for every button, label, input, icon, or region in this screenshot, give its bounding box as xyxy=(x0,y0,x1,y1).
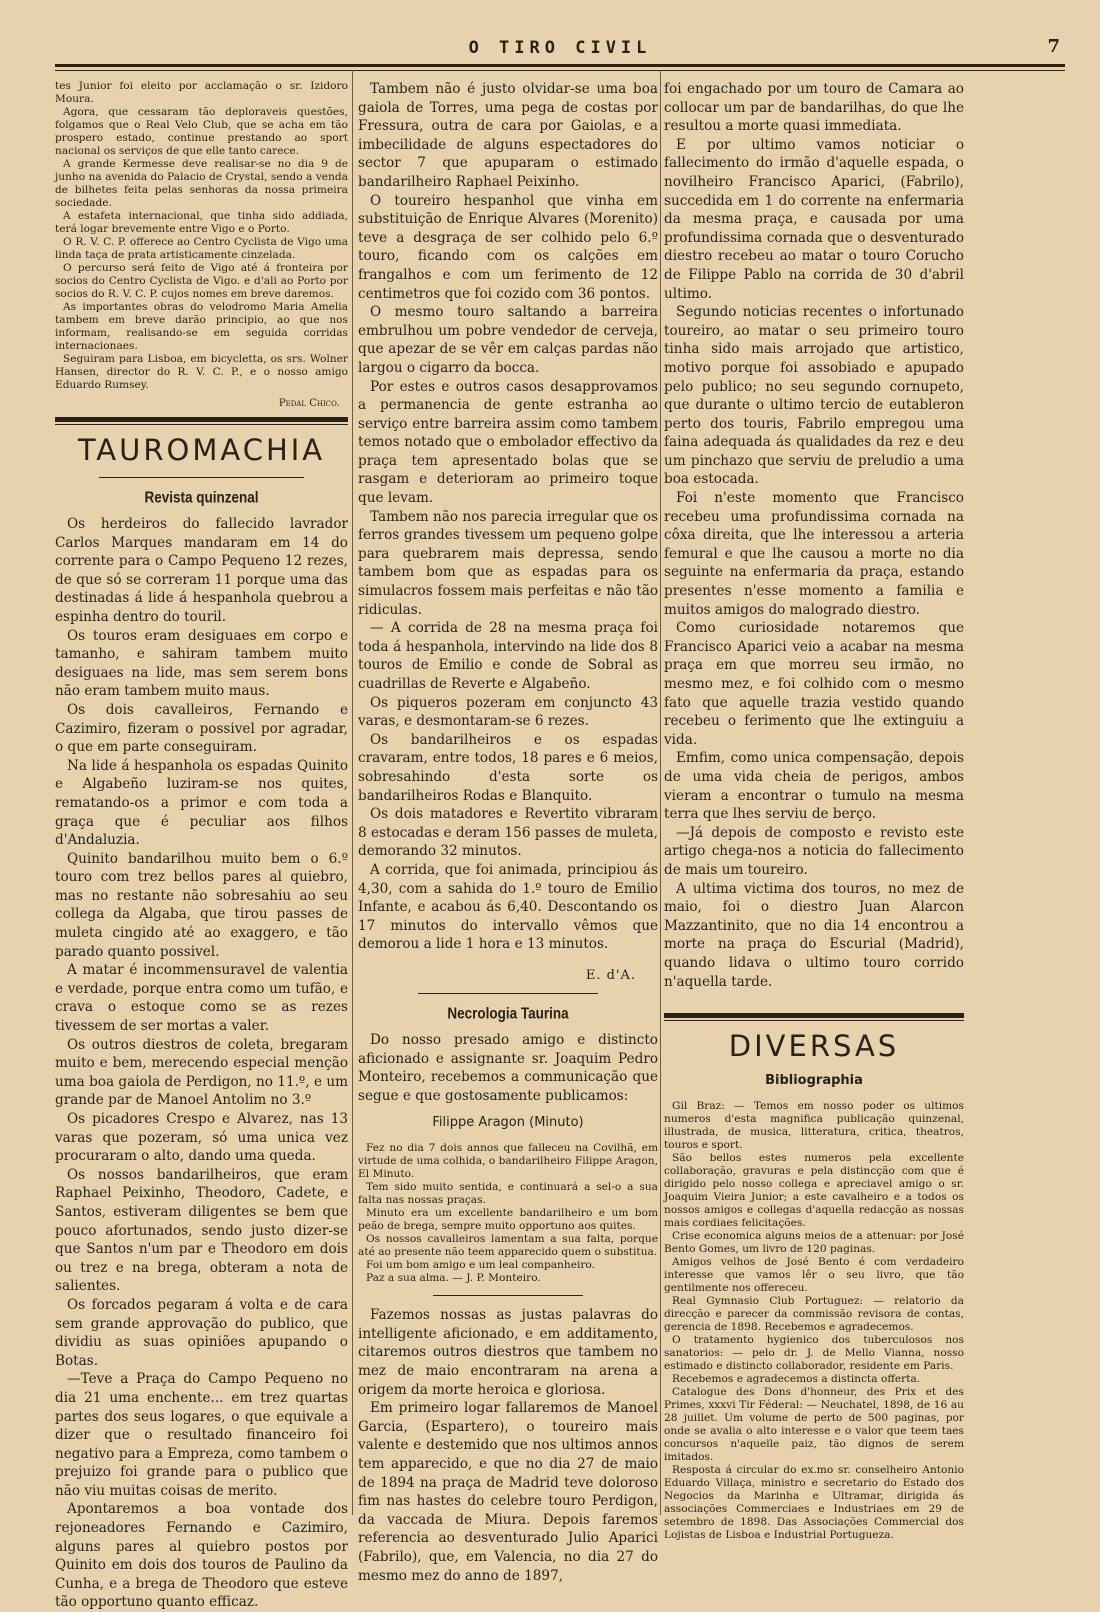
paragraph: Por estes e outros casos desapprovamos a permanencia de gente estranha ao serviço entre barreira assim como tambem temos notado que o embolador effectivo da praça tem apresentado bolas que se rasgam e deterioram ao primeiro toque que levam. xyxy=(358,378,658,507)
paragraph: Os piqueros pozeram em conjuncto 43 varas, e desmontaram-se 6 rezes. xyxy=(358,694,658,730)
paragraph: —Teve a Praça do Campo Pequeno no dia 21 uma enchente... em trez quartas partes dos seus logares, o que equivale a dizer que o resultado financeiro foi negativo para a Empreza, como tambem o prejuizo foi grande para o publico que não viu muitas coisas de merito. xyxy=(55,1371,348,1499)
paragraph: Foi um bom amigo e um leal companheiro. xyxy=(366,1259,595,1272)
paragraph: Na lide á hespanhola os espadas Quinito e Algabeño luziram-se nos quites, rematando-os a primor e com toda a graça que é peculiar aos filhos d'Andaluzia. xyxy=(55,757,348,849)
paragraph: Os dois cavalleiros, Fernando e Cazimiro, fizeram o possivel por agradar, o que em parte conseguiram. xyxy=(55,701,348,756)
divider xyxy=(99,477,304,478)
section-rule xyxy=(55,417,348,422)
paragraph: A grande Kermesse deve realisar-se no dia 9 de junho na avenida do Palacio de Crystal, sendo a venda de bilhetes feita pelas senhoras da nossa primeira sociedade. xyxy=(55,158,348,209)
column-1 xyxy=(55,80,348,1611)
paragraph: Recebemos e agradecemos a distincta offerta. xyxy=(672,1373,921,1386)
paragraph: Agora, que cessaram tão deploraveis questões, folgamos que o Real Velo Club, que se acha em tão prospero estado, continue prestando ao sport nacional os serviços de que elle tanto carece. xyxy=(55,106,348,157)
section-rule-thin xyxy=(55,424,348,425)
subheading: Revista quinzenal xyxy=(144,488,259,507)
paragraph: Emfim, como unica compensação, depois de uma vida cheia de perigos, ambos vieram a encontrar o tumulo na mesma terra que lhes serviu de berço. xyxy=(664,750,964,823)
column-3 xyxy=(664,80,964,1542)
paragraph: Real Gymnasio Club Portuguez: — relatorio da direcção e parecer da commissão revisora de contas, gerencia de 1898. Recebemos e agradecemos. xyxy=(664,1295,964,1334)
paragraph: A matar é incommensuravel de valentia e verdade, porque entra como um tufão, e crava o estoque como se as rezes tivessem de ser mortas a valer. xyxy=(55,962,348,1035)
column-2 xyxy=(358,80,658,1584)
page-number: 7 xyxy=(1047,36,1060,57)
paragraph: Os picadores Crespo e Alvarez, nas 13 varas que pozeram, só uma unica vez procuraram o alto, dando uma queda. xyxy=(55,1111,348,1165)
paragraph: A ultima victima dos touros, no mez de maio, foi o diestro Juan Alarcon Mazzantinito, que no dia 14 encontrou a morte na praça do Escurial (Madrid), quando lidava o ultimo touro corrido n'aquella tarde. xyxy=(664,880,964,990)
paragraph: Tambem não é justo olvidar-se uma boa gaiola de Torres, uma pega de costas por Fressura, outra de cara por Gaiolas, e a imbecilidade de alguns espectadores do sector 7 que apuparam o estimado bandarilheiro Raphael Peixinho. xyxy=(358,81,658,190)
paragraph: Minuto era um excellente bandarilheiro e um bom peão de brega, sempre muito opportuno aos quites. xyxy=(358,1207,658,1233)
paragraph: Catalogue des Dons d'honneur, des Prix et des Primes, xxxvi Tir Féderal: — Neuchatel, 1898, de 16 au 28 juillet. Um volume de perto de 500 paginas, por onde se avalia o alto interesse e o valor que teem taes concursos n'aquelle paiz, tão dignos de serem imitados. xyxy=(664,1386,964,1464)
paragraph: Os herdeiros do fallecido lavrador Carlos Marques mandaram em 14 do corrente para o Campo Pequeno 12 rezes, de que só se correram 11 porque uma das destinadas á lide á hespanhola quebrou a espinha dentro do touril. xyxy=(55,516,348,625)
signature: E. d'A. xyxy=(585,967,636,983)
sport-news xyxy=(55,80,348,409)
column-divider xyxy=(660,70,661,1515)
paragraph: Fez no dia 7 dois annos que falleceu na Covilhã, em virtude de uma colhida, o bandarilheiro Filippe Aragon, El Minuto. xyxy=(358,1142,658,1181)
divider xyxy=(433,1295,583,1296)
subheading: Necrologia Taurina xyxy=(447,1004,569,1023)
divider xyxy=(418,993,598,994)
paragraph: Paz a sua alma. — J. P. Monteiro. xyxy=(366,1272,541,1285)
paragraph: Os nossos bandarilheiros, que eram Raphael Peixinho, Theodoro, Cadete, e Santos, estiveram diligentes se bem que pouco afortunados, sendo justo dizer-se que Santos n'um par e Theodoro em dois ou trez e na brega, obteram a nota de salientes. xyxy=(55,1166,348,1295)
paragraph: As importantes obras do velodromo Maria Amelia tambem em breve darão principio, ao que nos informam, realisando-se em seguida corridas internacionaes. xyxy=(55,301,348,352)
paragraph: Resposta á circular do ex.mo sr. conselheiro Antonio Eduardo Villaça, ministro e secretario do Estado dos Negocios da Marinha e Ultramar, dirigida ás associações Commerciaes e Industriaes em 29 de setembro de 1898. Das Associações Commercial dos Lojistas de Lisboa e Industrial Portugueza. xyxy=(664,1464,964,1542)
paragraph: Apontaremos a boa vontade dos rejoneadores Fernando e Cazimiro, alguns pares al quiebro postos por Quinito em dois dos touros de Paulino da Cunha, e a brega de Theodoro que esteve tão opportuno quanto efficaz. xyxy=(55,1501,348,1611)
paragraph: E por ultimo vamos noticiar o fallecimento do irmão d'aquelle espada, o novilheiro Francisco Aparici, (Fabrilo), succedida em 1 do corrente na enfermaria da mesma praça, e causada por uma profundissima cornada que o desventurado diestro recebeu ao matar o touro Corucho de Filippe Pablo na corrida de 30 d'abril ultimo. xyxy=(664,136,964,302)
section-title: TAUROMACHIA xyxy=(77,433,326,467)
paragraph: —Já depois de composto e revisto este artigo chega-nos a noticia do fallecimento de mais um toureiro. xyxy=(664,824,964,878)
paragraph: Seguiram para Lisboa, em bicycletta, os srs. Wolner Hansen, director do R. V. C. P., e o nosso amigo Eduardo Rumsey. xyxy=(55,353,348,391)
paragraph: foi engachado por um touro de Camara ao collocar um par de bandarilhas, do que lhe resultou a morte quasi immediata. xyxy=(664,81,964,135)
paragraph: Os bandarilheiros e os espadas cravaram, entre todos, 18 pares e 6 meios, sobresahindo d'esta sorte os bandarilheiros Rodas e Blanquito. xyxy=(358,731,658,804)
subheading: Bibliographia xyxy=(765,1073,863,1089)
paragraph: tes Junior foi eleito por acclamação o sr. Izidoro Moura. xyxy=(55,80,348,105)
paragraph: Os touros eram desiguaes em corpo e tamanho, e sahiram tambem muito desiguaes na lide, mas sem serem bons não eram tambem muito maus. xyxy=(55,627,348,700)
paragraph: Do nosso presado amigo e distincto aficionado e assignante sr. Joaquim Pedro Monteiro, recebemos a communicação que segue e que gostosamente publicamos: xyxy=(358,1031,658,1104)
section-title: DIVERSAS xyxy=(728,1029,900,1064)
paragraph: Tem sido muito sentida, e continuará a sel-o a sua falta nas nossas praças. xyxy=(358,1181,658,1207)
paragraph: A estafeta internacional, que tinha sido addiada, terá logar brevemente entre Vigo e o Porto. xyxy=(55,210,348,235)
paragraph: Fazemos nossas as justas palavras do intelligente aficionado, e em additamento, citaremos outros diestros que tambem no mez de maio encontraram na arena a origem da morte heroica e gloriosa. xyxy=(358,1307,658,1398)
subheading: Filippe Aragon (Minuto) xyxy=(432,1115,584,1131)
paragraph: Segundo noticias recentes o infortunado toureiro, ao matar o seu primeiro touro tinha sido mais arrojado que artistico, motivo porque foi assobiado e apupado pelo publico; no seu segundo cornupeto, que durante o ultimo tercio de eutableron perto dos touris, Fabrilo empregou uma faina adequada ás qualidades da rez e deu um pinchazo que serviu de preludio a uma boa estocada. xyxy=(664,304,964,488)
paragraph: Tambem não nos parecia irregular que os ferros grandes tivessem um pequeno golpe para quebrarem mais depressa, sendo tambem bom que as espadas para os simulacros fossem mais perfeitas e não tão ridiculas. xyxy=(358,508,658,618)
page-header xyxy=(55,30,1065,70)
paragraph: A corrida, que foi animada, principiou ás 4,30, com a sahida do 1.º touro de Emilio Infante, e acabou ás 6,40. Descontando os 17 minutos do intervallo vêmos que demorou a lide 1 hora e 13 minutos. xyxy=(358,861,658,953)
paragraph: São bellos estes numeros pela excellente collaboração, gravuras e pela distincção com que é dirigido pelo nosso collega e apreciavel amigo o sr. Joaquim Vieira Junior; a este cavalheiro e a todos os nossos amigos e collegas d'aquella redacção as nossas mais cordiaes felicitações. xyxy=(664,1152,964,1230)
paragraph: O toureiro hespanhol que vinha em substituição de Enrique Alvares (Morenito) teve a desgraça de ser colhido pelo 6.º touro, ficando com os calções em frangalhos e com um ferimento de 12 centimetros que foi cozido com 36 pontos. xyxy=(358,192,658,302)
paragraph: Quinito bandarilhou muito bem o 6.º touro com trez bellos pares al quiebro, mas no restante não sobresahiu ao seu collega da Algaba, que tirou passes de muleta cingido até ao exaggero, e tão parado quanto possivel. xyxy=(55,850,348,960)
paragraph: — A corrida de 28 na mesma praça foi toda á hespanhola, intervindo na lide dos 8 touros de Emilio e conde de Sobral as cuadrillas de Reverte e Algabeño. xyxy=(358,620,658,692)
paragraph: O tratamento hygienico dos tuberculosos nos sanatorios: — pelo dr. J. de Mello Vianna, nosso estimado e distincto collaborador, residente em Paris. xyxy=(664,1334,964,1373)
paragraph: O percurso será feito de Vigo até á fronteira por socios do Centro Cyclista de Vigo. e d'ali ao Porto por socios do R. V. C. P. cujos nomes em breve daremos. xyxy=(55,262,348,300)
section-rule xyxy=(664,1013,964,1018)
paragraph: Os dois matadores e Revertito vibraram 8 estocadas e deram 156 passes de muleta, demorando 32 minutos. xyxy=(358,806,658,860)
paragraph: Crise economica alguns meios de a attenuar: por José Bento Gomes, um livro de 120 paginas. xyxy=(664,1230,964,1256)
paragraph: Os forcados pegaram á volta e de cara sem grande approvação do publico, que dividiu as suas opiniões apupando o Botas. xyxy=(55,1296,348,1369)
header-rule-thin xyxy=(55,70,1065,71)
paragraph: Gil Braz: — Temos em nosso poder os ultimos numeros d'esta magnifica publicação quinzenal, illustrada, de musica, litteratura, critica, theatros, touros e sport. xyxy=(664,1100,964,1152)
paragraph: Os outros diestros de coleta, bregaram muito e bem, merecendo especial menção uma boa gaiola de Perdigon, no 11.º, e um grande par de Manoel Antolim no 3.º xyxy=(55,1036,348,1109)
paragraph: Em primeiro logar fallaremos de Manoel Garcia, (Espartero), o toureiro mais valente e destemido que nos ultimos annos tem apparecido, e que no dia 27 de maio de 1894 na praça de Madrid teve doloroso fim nas hastes do celebre touro Perdigon, da vaccada de Miura. Depois faremos referencia ao desventurado Julio Aparici (Fabrilo), que, em Valencia, no dia 27 do mesmo mez do anno de 1897, xyxy=(358,1400,658,1584)
masthead-title: O TIRO CIVIL xyxy=(468,38,652,58)
paragraph: Como curiosidade notaremos que Francisco Aparici veio a acabar na mesma praça em que morreu seu irmão, no mesmo mez, e foi colhido com o mesmo fato que aquelle trazia vestido quando recebeu o ferimento que lhe extinguiu a vida. xyxy=(664,620,964,748)
paragraph: Foi n'este momento que Francisco recebeu uma profundissima cornada na côxa direita, que lhe interessou a arteria femural e que lhe causou a morte no dia seguinte na enfermaria da praça, estando presentes n'esse momento a familia e muitos amigos do malogrado diestro. xyxy=(664,490,964,618)
paragraph: Amigos velhos de José Bento é com verdadeiro interesse que vamos lêr o seu livro, que tão gentilmente nos offereceu. xyxy=(664,1256,964,1295)
signature: Pedal Chico. xyxy=(278,398,340,409)
paragraph: Os nossos cavalleiros lamentam a sua falta, porque até ao presente não teem apparecido quem o substitua. xyxy=(358,1233,658,1259)
section-rule-thin xyxy=(664,1020,964,1021)
paragraph: O R. V. C. P. offerece ao Centro Cyclista de Vigo uma linda taça de prata artisticamente cinzelada. xyxy=(55,236,348,261)
column-divider xyxy=(352,70,353,1515)
header-rule xyxy=(55,64,1065,67)
paragraph: O mesmo touro saltando a barreira embrulhou um pobre vendedor de cerveja, que apezar de se vêr em calças pardas não largou o cigarro da bocca. xyxy=(358,304,658,376)
